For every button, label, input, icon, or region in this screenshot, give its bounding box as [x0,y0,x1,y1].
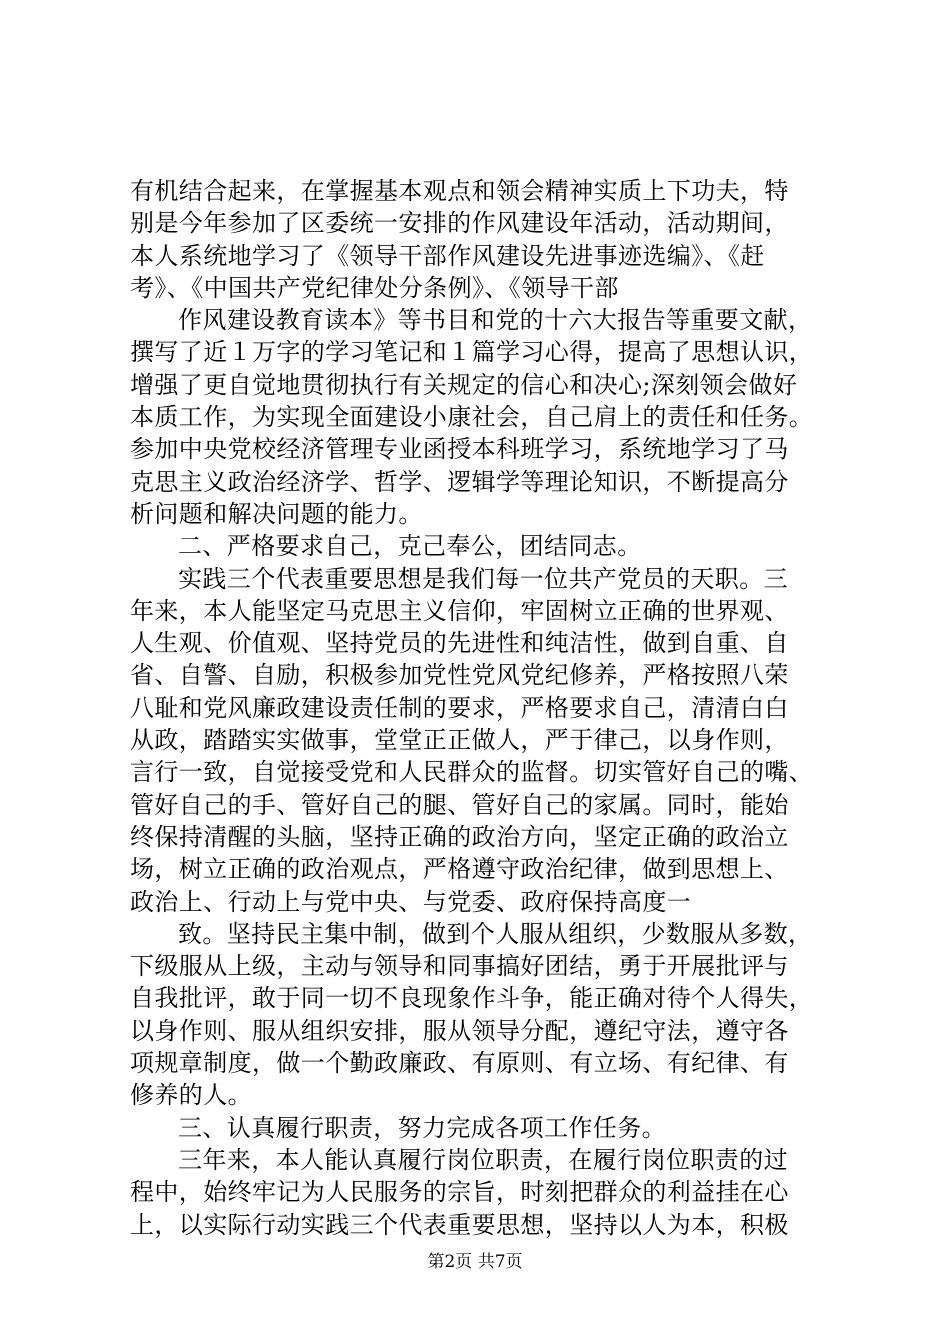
text-line: 有机结合起来，在掌握基本观点和领会精神实质上下功夫，特 [130,177,789,205]
text-line: 以身作则、服从组织安排，服从领导分配，遵纪守法，遵守各 [130,1016,789,1045]
page-number: 第2页 共7页 [427,1252,523,1272]
text-line: 省、自警、自励，积极参加党性党风党纪修养，严格按照八荣 [130,661,789,690]
text-line: 本质工作，为实现全面建设小康社会，自己肩上的责任和任务。 [130,403,814,432]
text-line: 自我批评，敢于同一切不良现象作斗争，能正确对待个人得失， [130,984,814,1013]
text-line: 下级服从上级，主动与领导和同事搞好团结，勇于开展批评与 [130,952,789,981]
text-line: 本人系统地学习了《领导干部作风建设先进事迹选编》、《赶 [130,241,765,270]
text-line: 项规章制度，做一个勤政廉政、有原则、有立场、有纪律、有 [130,1049,789,1078]
text-line: 参加中央党校经济管理专业函授本科班学习，系统地学习了马 [130,435,789,464]
text-line: 终保持清醒的头脑，坚持正确的政治方向，坚定正确的政治立 [130,822,789,851]
text-line: 别是今年参加了区委统一安排的作风建设年活动，活动期间， [130,209,789,238]
text-line: 考》、《中国共产党纪律处分条例》、《领导干部 [130,273,619,302]
text-line: 修养的人。 [130,1081,252,1110]
text-line: 场，树立正确的政治观点，严格遵守政治纪律，做到思想上、 [130,855,789,884]
text-line: 析问题和解决问题的能力。 [130,499,423,528]
text-line: 克思主义政治经济学、哲学、逻辑学等理论知识，不断提高分 [130,467,789,496]
text-line: 撰写了近１万字的学习笔记和１篇学习心得，提高了思想认识， [130,338,814,367]
text-line: 增强了更自觉地贯彻执行有关规定的信心和决心;深刻领会做好 [130,370,798,399]
section-heading: 二、严格要求自己，克己奉公，团结同志。 [178,532,642,561]
text-line: 人生观、价值观、坚持党员的先进性和纯洁性，做到自重、自 [130,629,789,658]
text-line: 实践三个代表重要思想是我们每一位共产党员的天职。三 [178,564,788,593]
text-line: 程中，始终牢记为人民服务的宗旨，时刻把群众的利益挂在心 [130,1178,789,1207]
text-line: 作风建设教育读本》等书目和党的十六大报告等重要文献， [178,306,813,335]
text-line: 致。坚持民主集中制，做到个人服从组织，少数服从多数， [178,919,813,948]
text-line: 言行一致，自觉接受党和人民群众的监督。切实管好自己的嘴、 [130,758,814,787]
body-text [130,175,830,1241]
text-line: 年来，本人能坚定马克思主义信仰，牢固树立正确的世界观、 [130,596,789,625]
text-line: 从政，踏踏实实做事，堂堂正正做人，严于律己，以身作则， [130,726,789,755]
section-heading: 三、认真履行职责，努力完成各项工作任务。 [178,1113,666,1142]
page-footer [0,1252,950,1272]
text-line: 上，以实际行动实践三个代表重要思想，坚持以人为本，积极 [130,1210,789,1239]
text-line: 管好自己的手、管好自己的腿、管好自己的家属。同时，能始 [130,790,789,819]
text-line: 政治上、行动上与党中央、与党委、政府保持高度一 [130,887,692,916]
text-line: 三年来，本人能认真履行岗位职责，在履行岗位职责的过 [178,1145,788,1174]
text-line: 八耻和党风廉政建设责任制的要求，严格要求自己，清清白白 [130,693,789,722]
